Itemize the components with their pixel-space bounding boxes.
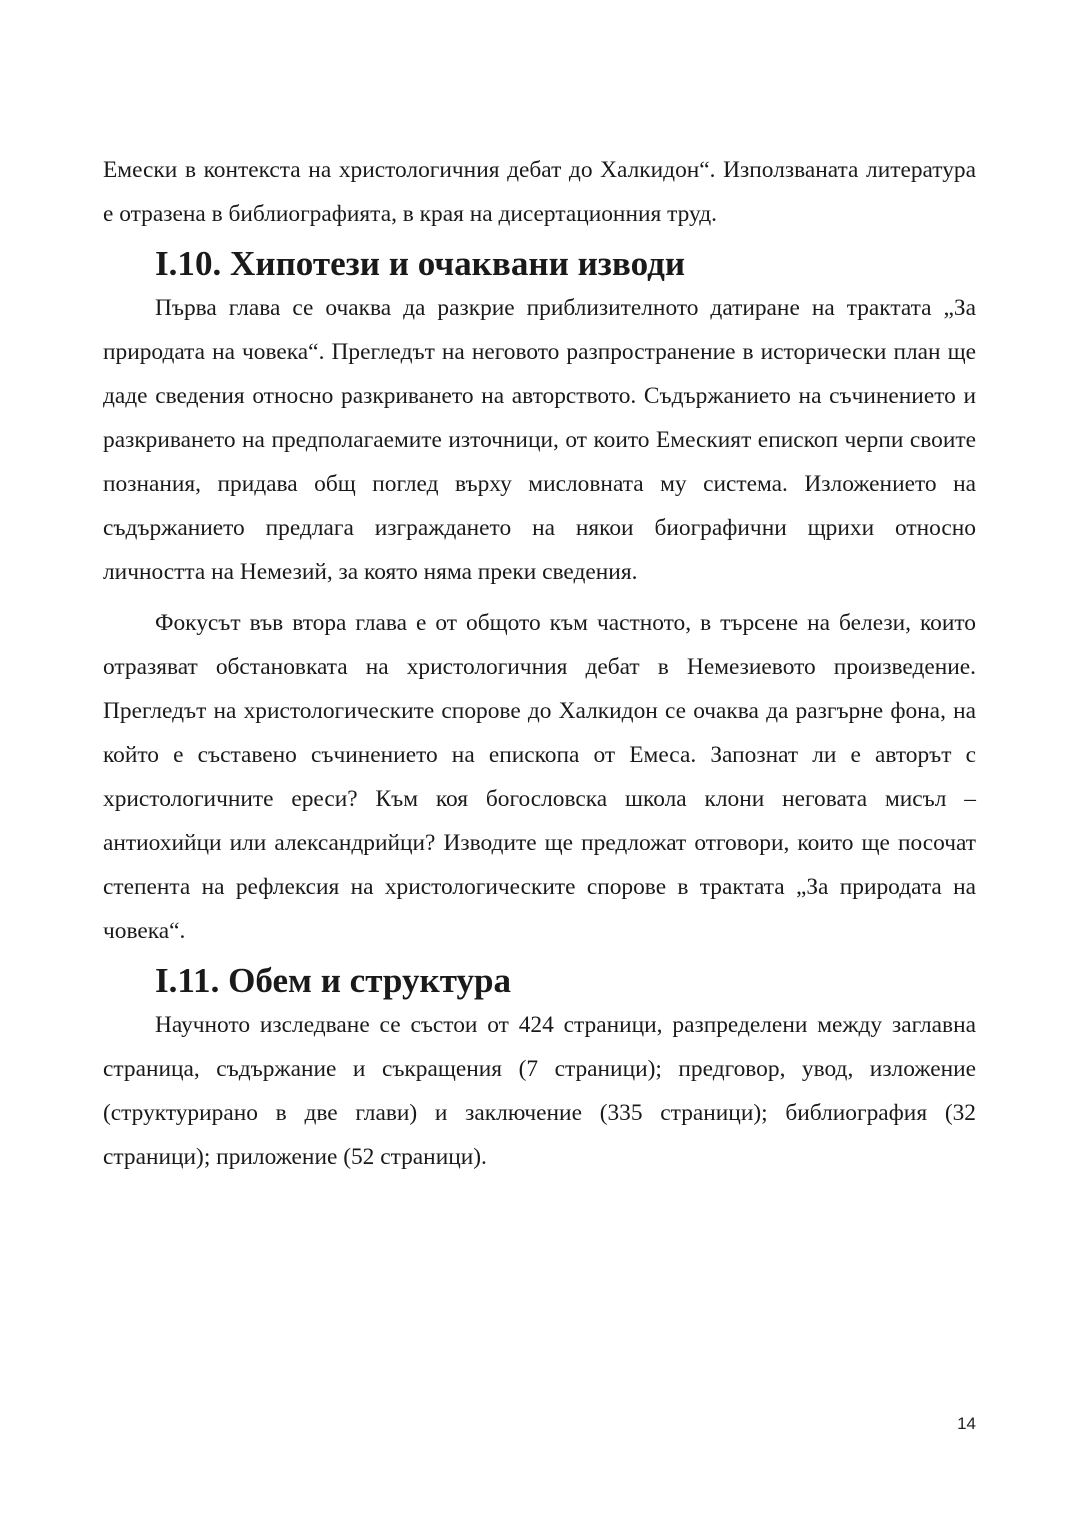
page-body bbox=[103, 148, 976, 1179]
continuation-paragraph: Емески в контекста на христологичния дебат до Халкидон“. Използваната литература е отразена в библиографията, в края на дисертационния труд. bbox=[103, 157, 976, 227]
section-heading-hypotheses: I.10. Хипотези и очаквани изводи bbox=[155, 244, 686, 283]
paragraph-chapter-one: Първа глава се очаква да разкрие приблизителното датиране на трактата „За природата на човека“. Прегледът на неговото разпространение в исторически план ще даде сведения относно разкриването на авторството. Съдържанието на съчинението и разкриването на предполагаемите източници, от които Емеският епископ черпи своите познания, придава общ поглед върху мисловната му система. Изложението на съдържанието предлага изграждането на някои биографични щрихи относно личността на Немезий, за която няма преки сведения. bbox=[103, 295, 976, 585]
paragraph-chapter-two: Фокусът във втора глава е от общото към частното, в търсене на белези, които отразяват обстановката на христологичния дебат в Немезиевото произведение. Прегледът на христологическите спорове до Халкидон се очаква да разгърне фона, на който е съставено съчинението на епископа от Емеса. Запознат ли е авторът с христологичните ереси? Към коя богословска школа клони неговата мисъл – антиохийци или александрийци? Изводите ще предложат отговори, които ще посочат степента на рефлексия на христологическите спорове в трактата „За природата на човека“. bbox=[103, 610, 976, 944]
paragraph-volume: Научното изследване се състои от 424 страници, разпределени между заглавна страница, съдържание и съкращения (7 страници); предговор, увод, изложение (структурирано в две глави) и заключение (335 страници); библиография (32 страници); приложение (52 страници). bbox=[103, 1012, 976, 1170]
page-number: 14 bbox=[957, 1414, 976, 1433]
section-heading-structure: I.11. Обем и структура bbox=[155, 961, 512, 1000]
